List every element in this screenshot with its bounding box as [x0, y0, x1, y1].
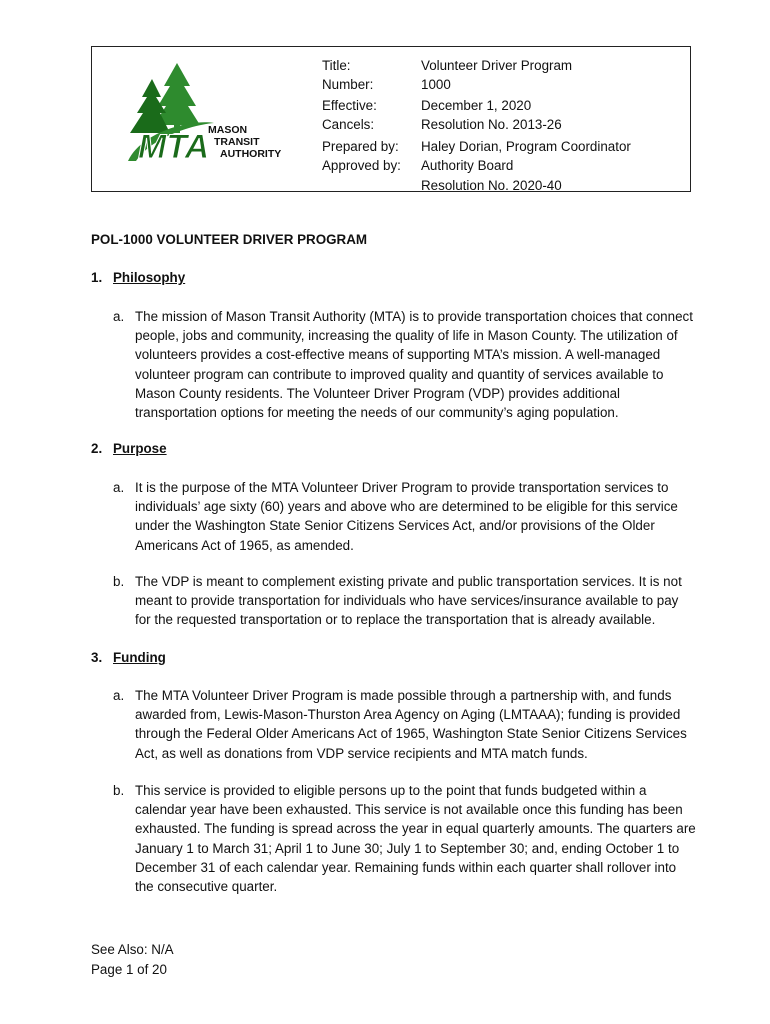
text-line: volunteers provides a cost-effective means of supporting MTA’s mission. A well-managed: [135, 347, 661, 363]
meta-label: Approved by:: [322, 158, 401, 173]
text-line: Americans Act of 1965, as amended.: [135, 537, 354, 553]
tree-icon: [130, 63, 200, 133]
meta-value: Resolution No. 2020-40: [421, 178, 562, 193]
text-line: volunteer program can contribute to improved quality and quantity of services available to: [135, 366, 664, 382]
section-heading-funding: [91, 650, 166, 665]
list-marker: a.: [113, 688, 125, 703]
text-line: under the Washington State Senior Citizens Services Act, and/or provisions of the Older: [135, 518, 655, 534]
meta-label: Effective:: [322, 98, 377, 113]
policy-header-table: [91, 46, 691, 192]
section-number: 3.: [91, 650, 103, 665]
section-title: Funding: [113, 650, 166, 665]
list-marker: a.: [113, 480, 125, 495]
logo-line3: AUTHORITY: [220, 148, 282, 160]
list-marker: b.: [113, 783, 125, 798]
text-line: meant to provide transportation for individuals who have services/insurance available to pay: [135, 593, 679, 609]
meta-label: Prepared by:: [322, 139, 399, 154]
text-line: for the requested transportation or to replace the transportation that is already available.: [135, 612, 656, 628]
section-title: Purpose: [113, 441, 167, 456]
section-heading-philosophy: [91, 270, 185, 285]
section-heading-purpose: [91, 441, 167, 456]
text-line: January 1 to March 31; April 1 to June 30; July 1 to September 30; and, ending October 1 to: [135, 840, 680, 856]
text-line: transportation options for meeting the needs of our community’s aging population.: [135, 405, 619, 421]
meta-value: 1000: [421, 77, 451, 92]
text-line: awarded from, Lewis-Mason-Thurston Area Agency on Aging (LMTAAA); funding is provided: [135, 707, 681, 723]
meta-label: Title:: [322, 58, 351, 73]
funding-paragraph-b: [113, 781, 725, 896]
meta-value: Volunteer Driver Program: [421, 58, 573, 73]
meta-value: Haley Dorian, Program Coordinator: [421, 139, 631, 154]
text-line: calendar year have been exhausted. This service is not available once this funding has been: [135, 802, 683, 818]
list-marker: a.: [113, 309, 125, 324]
meta-value: Authority Board: [421, 158, 514, 173]
see-also-footer: See Also: N/A: [91, 942, 174, 957]
purpose-paragraph-b: [113, 572, 725, 630]
text-line: The VDP is meant to complement existing private and public transportation services. It is not: [135, 574, 682, 589]
logo-line2: TRANSIT: [214, 136, 260, 148]
meta-label: Cancels:: [322, 117, 375, 132]
philosophy-paragraph-a: [113, 307, 725, 422]
text-line: Act, as well as donations from VDP service recipients and MTA match funds.: [135, 745, 588, 761]
list-marker: b.: [113, 574, 125, 589]
logo-acronym: MTA: [138, 128, 210, 166]
text-line: the consecutive quarter.: [135, 879, 278, 895]
text-line: The MTA Volunteer Driver Program is made possible through a partnership with, and funds: [135, 688, 672, 703]
text-line: The mission of Mason Transit Authority (MTA) is to provide transportation choices that connect: [135, 309, 693, 324]
mta-logo: [122, 61, 292, 176]
document-heading: POL-1000 VOLUNTEER DRIVER PROGRAM: [91, 232, 368, 247]
logo-line1: MASON: [208, 124, 248, 136]
funding-paragraph-a: [113, 686, 725, 763]
section-title: Philosophy: [113, 270, 186, 285]
section-number: 1.: [91, 270, 103, 285]
text-line: This service is provided to eligible persons up to the point that funds budgeted within a: [135, 783, 647, 798]
text-line: It is the purpose of the MTA Volunteer Driver Program to provide transportation services to: [135, 480, 669, 495]
text-line: exhausted. The funding is spread across the year in equal quarterly amounts. The quarters are: [135, 821, 696, 837]
text-line: December 31 of each calendar year. Remaining funds within each quarter shall rollover into: [135, 859, 677, 875]
section-number: 2.: [91, 441, 103, 456]
page-number: Page 1 of 20: [91, 962, 167, 977]
text-line: people, jobs and community, increasing the quality of life in Mason County. The utilization of: [135, 328, 678, 344]
text-line: through the Federal Older Americans Act of 1965, Washington State Senior Citizens Services: [135, 726, 687, 742]
text-line: individuals’ age sixty (60) years and above who are determined to be eligible for this service: [135, 499, 678, 515]
meta-label: Number:: [322, 77, 374, 92]
text-line: Mason County residents. The Volunteer Driver Program (VDP) provides additional: [135, 385, 621, 401]
meta-value: Resolution No. 2013-26: [421, 117, 562, 132]
purpose-paragraph-a: [113, 478, 725, 555]
meta-value: December 1, 2020: [421, 98, 532, 113]
